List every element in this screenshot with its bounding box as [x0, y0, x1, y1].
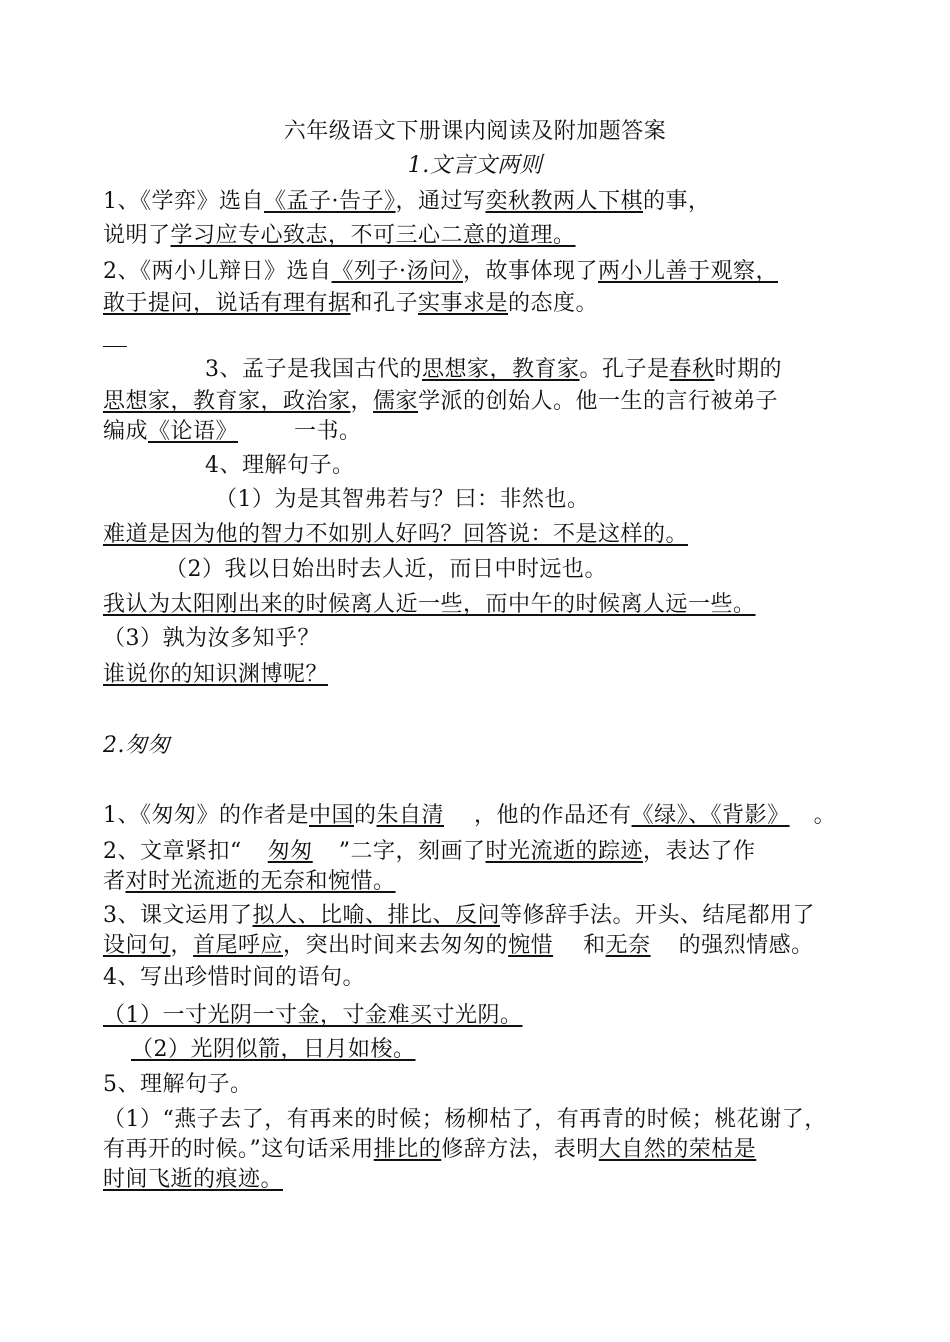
document-title: 六年级语文下册课内阅读及附加题答案 [283, 119, 667, 144]
answer-blank: 《孟子·告子》 [264, 189, 396, 214]
s1-q4-sentence3: （3）孰为汝多知乎？ [103, 626, 320, 651]
answer-blank: 儒家 [373, 389, 419, 414]
answer-blank: 实事求是 [418, 291, 509, 316]
s1-q4-answer1: 难道是因为他的智力不如别人好吗？回答说：不是这样的。 [103, 522, 689, 547]
s2-q3-line2: 设问句，首尾呼应，突出时间来去匆匆的惋惜 和无奈 的强烈情感。 [103, 933, 814, 958]
answer-blank: 中国 [309, 803, 355, 828]
answer-blank: 敢于提问，说话有理有据 [103, 291, 351, 316]
s2-q4-head: 4、写出珍惜时间的语句。 [103, 965, 365, 990]
answer-blank: 惋惜 [508, 933, 554, 958]
s1-q3-line2: 思想家，教育家，政治家，儒家学派的创始人。他一生的言行被弟子 [103, 389, 779, 414]
answer-blank: 思想家，教育家，政治家 [103, 389, 351, 414]
s1-q4-answer2: 我认为太阳刚出来的时候离人近一些，而中午的时候离人远一些。 [103, 592, 756, 617]
s2-q5-line1: （1）“燕子去了，有再来的时候；杨柳枯了，有再青的时候；桃花谢了， [103, 1107, 827, 1132]
answer-blank: 朱自清 [376, 803, 445, 828]
s1-q4-answer3: 谁说你的知识渊博呢？ [103, 662, 329, 687]
section-heading-1: 1.文言文两则 [407, 153, 543, 178]
answer-blank: 对时光流逝的无奈和惋惜。 [125, 869, 396, 894]
answer-blank: 《论语》 [148, 419, 239, 444]
answer-blank: 排比的 [373, 1137, 442, 1162]
answer-blank: 拟人、比喻、排比、反问 [252, 903, 501, 928]
answer-blank: 思想家，教育家 [422, 357, 580, 382]
s1-q3-line1: 3、孟子是我国古代的思想家，教育家。孔子是春秋时期的 [205, 357, 783, 382]
s1-q2-line2: 敢于提问，说话有理有据和孔子实事求是的态度。 [103, 291, 599, 316]
answer-blank: 《绿》、《背影》 [631, 803, 790, 828]
answer-blank: 首尾呼应 [193, 933, 284, 958]
answer-blank: 设问句 [103, 933, 171, 958]
s1-q4-sentence2: （2）我以日始出时去人近，而日中时远也。 [165, 557, 607, 582]
answer-blank: 两小儿善于观察， [598, 259, 779, 284]
s1-q1-line1: 1、《学弈》选自《孟子·告子》，通过写奕秋教两人下棋的事， [103, 189, 711, 214]
answer-blank: 匆匆 [267, 839, 313, 864]
answer-blank: 奕秋教两人下棋 [485, 189, 644, 214]
s2-q5-head: 5、理解句子。 [103, 1072, 253, 1097]
s2-q5-line2: 有再开的时候。”这句话采用排比的修辞方法，表明大自然的荣枯是 [103, 1137, 757, 1162]
answer-blank: 时光流逝的踪迹 [485, 839, 644, 864]
s1-q1-line2: 说明了学习应专心致志，不可三心二意的道理。 [103, 223, 576, 248]
answer-blank: 春秋 [669, 357, 715, 382]
s2-q4-answer1: （1）一寸光阴一寸金，寸金难买寸光阴。 [103, 1003, 523, 1028]
answer-blank: 学习应专心致志，不可三心二意的道理。 [170, 223, 576, 248]
s2-q2-line2: 者对时光流逝的无奈和惋惜。 [103, 869, 396, 894]
s1-q4-sentence1: （1）为是其智弗若与？曰：非然也。 [215, 487, 590, 512]
answer-blank: 无奈 [605, 933, 651, 958]
section-heading-2: 2.匆匆 [103, 733, 170, 758]
s2-q5-line3: 时间飞逝的痕迹。 [103, 1167, 284, 1192]
s2-q4-answer2: （2）光阴似箭，日月如梭。 [131, 1037, 416, 1062]
s1-q4-head: 4、理解句子。 [205, 453, 355, 478]
s2-q1-line1: 1、《匆匆》的作者是中国的朱自清 ，他的作品还有《绿》、《背影》 。 [103, 803, 837, 828]
s1-q3-line3: 编成《论语》 一书。 [103, 419, 362, 444]
underline-stub [103, 346, 127, 347]
s1-q2-line1: 2、《两小儿辩日》选自《列子·汤问》，故事体现了两小儿善于观察， [103, 259, 779, 284]
answer-blank: 《列子·汤问》 [331, 259, 463, 284]
s2-q2-line1: 2、文章紧扣“ 匆匆 ”二字，刻画了时光流逝的踪迹，表达了作 [103, 839, 756, 864]
s2-q3-line1: 3、课文运用了拟人、比喻、排比、反问等修辞手法。开头、结尾都用了 [103, 903, 816, 928]
answer-blank: 大自然的荣枯是 [598, 1137, 757, 1162]
